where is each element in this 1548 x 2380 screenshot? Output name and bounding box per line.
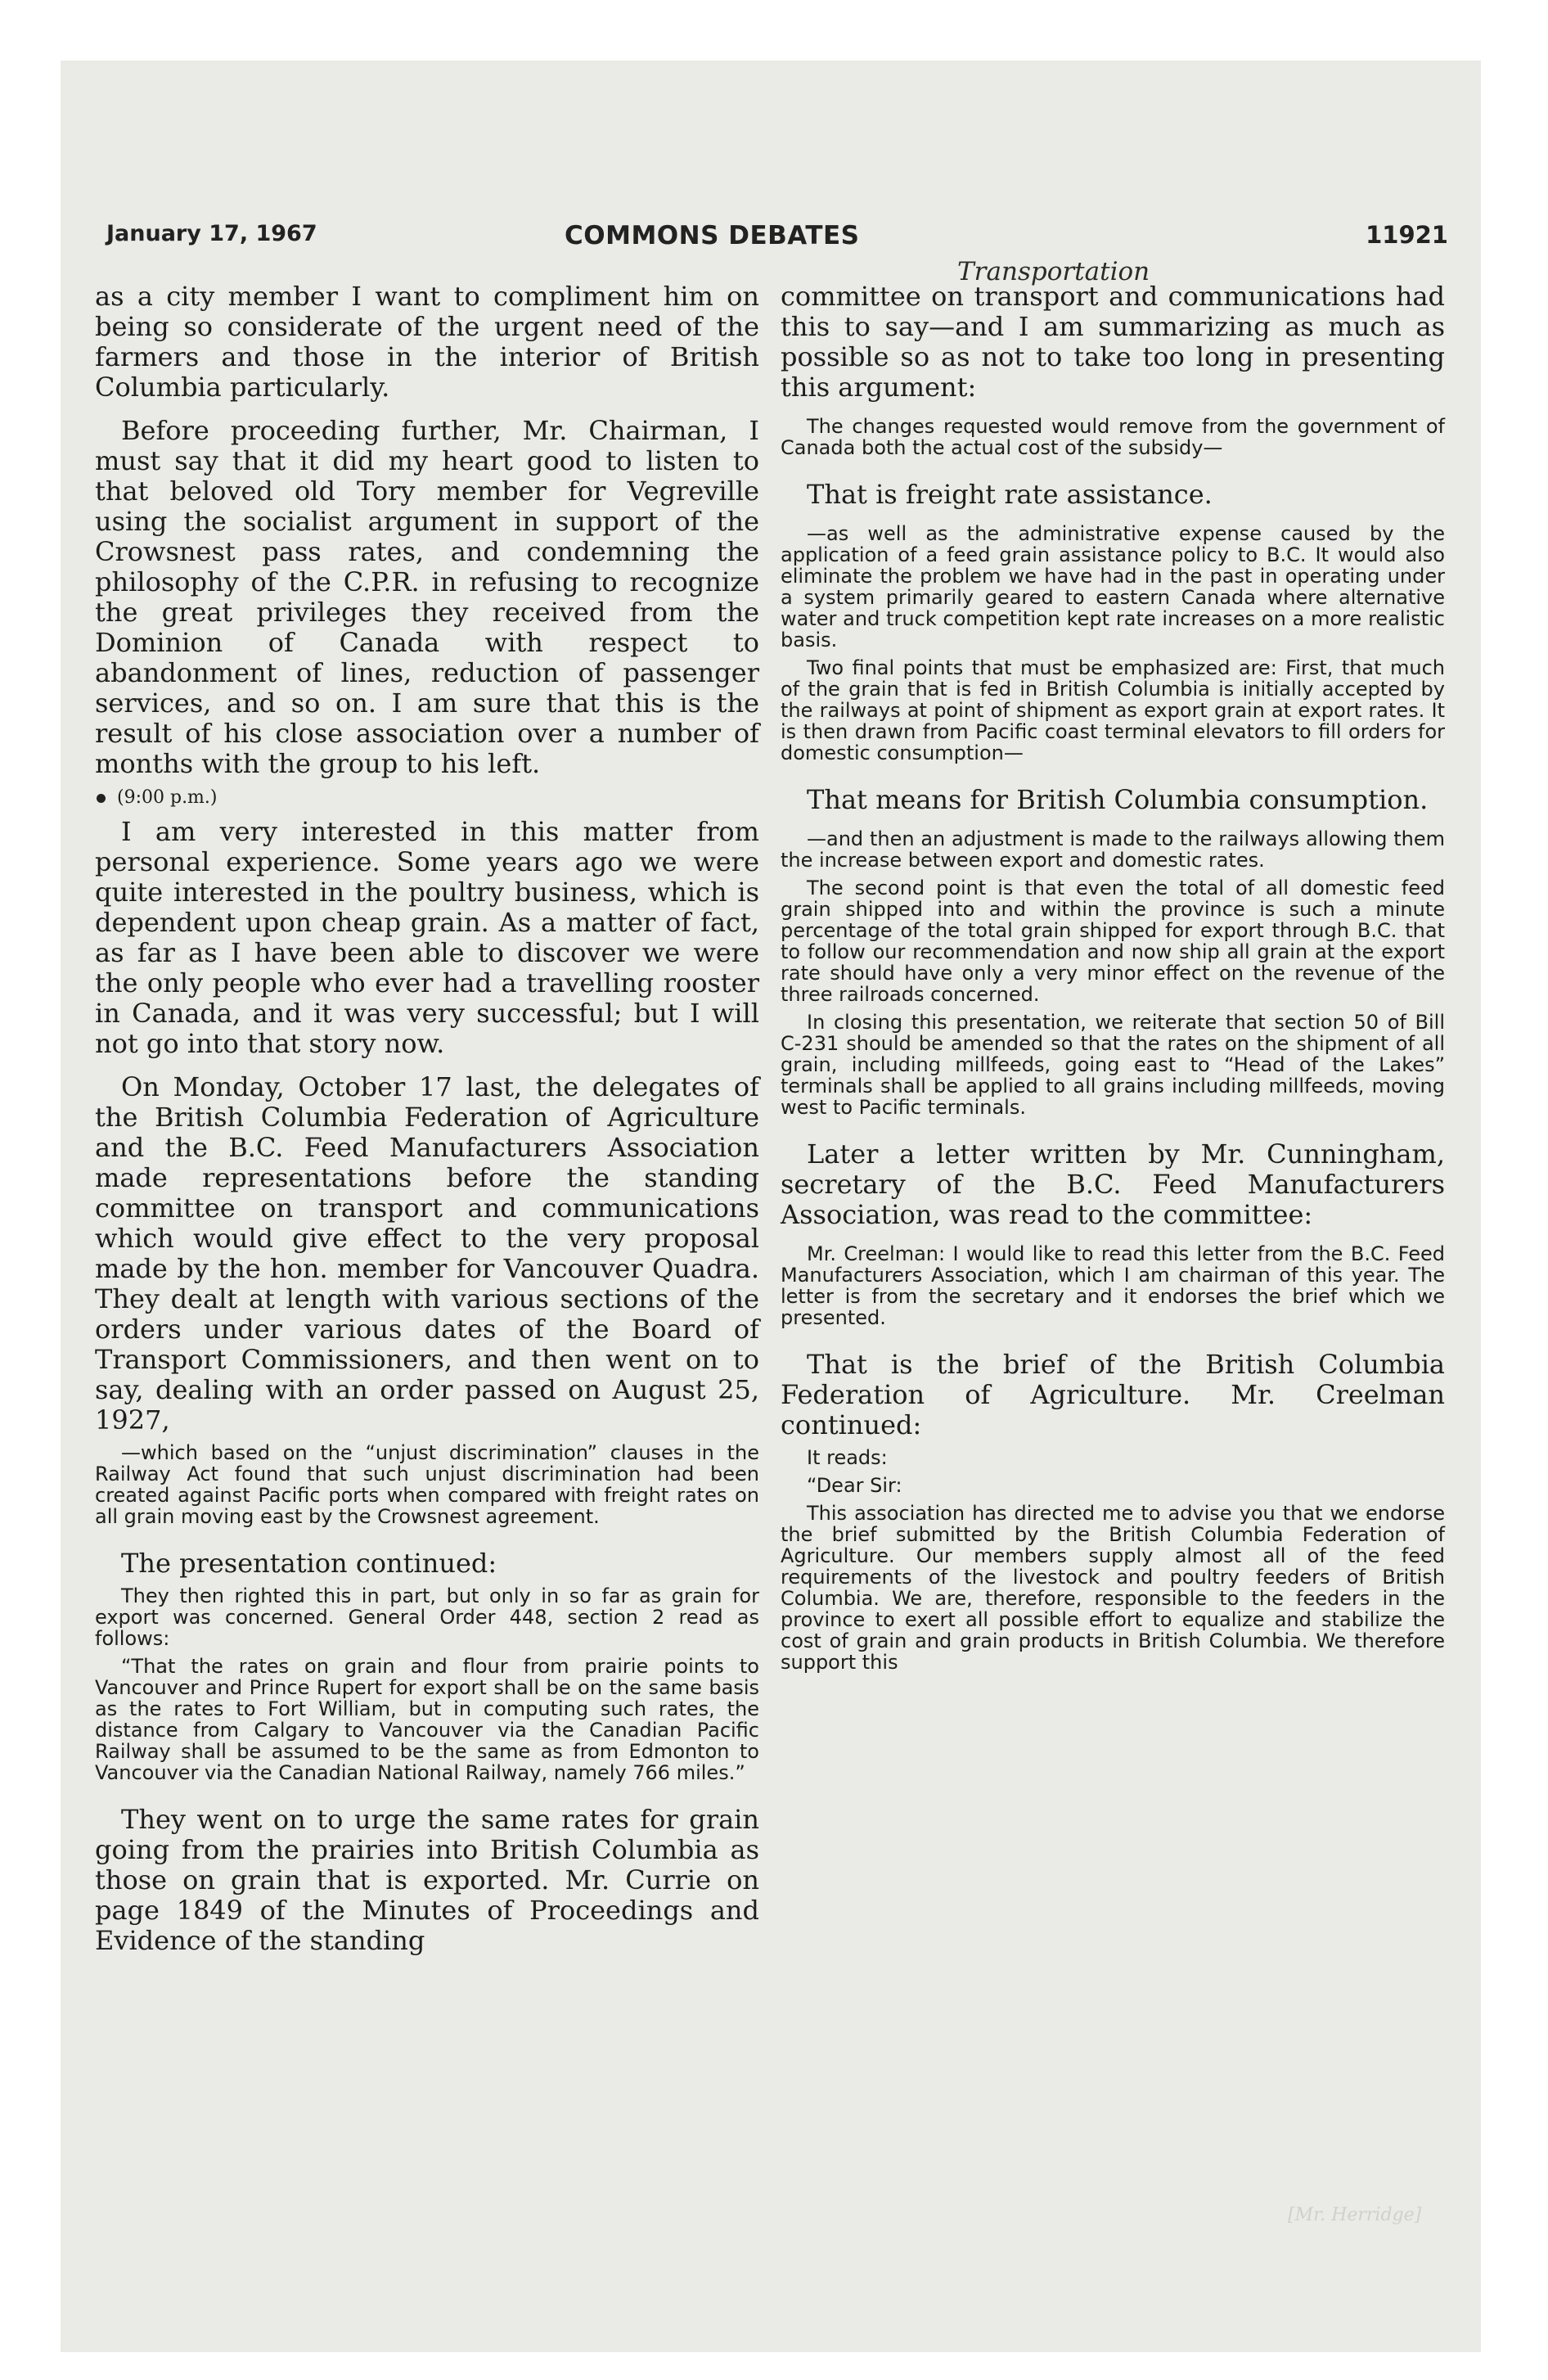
paragraph: That is the brief of the British Columbia Federation of Agriculture. Mr. Creelman continued: [781,1349,1445,1440]
page-number: 11921 [1366,221,1448,249]
publication-title: COMMONS DEBATES [565,221,860,250]
paragraph: That means for British Columbia consumption. [807,784,1429,815]
bleed-through-text: [Mr. Herridge] [1288,2205,1422,2225]
quoted-paragraph: —as well as the administrative expense caused by the application of a feed grain assistance policy to B.C. It would also eliminate the problem we have had in the past in operating under a system primarily geared to eastern Canada where alternative water and truck competition kept rate increases on a more realistic basis. [781,522,1445,651]
right-column [781,282,1445,1673]
time-marker-text: (9:00 p.m.) [117,787,218,808]
paragraph: I am very interested in this matter from personal experience. Some years ago we were quite interested in the poultry business, which is dependent upon cheap grain. As a matter of fact, as far as I have been able to discover we were the only people who ever had a travelling rooster in Canada, and it was very successful; but I will not go into that story now. [95,816,759,1059]
section-heading: Transportation [957,257,1150,286]
quoted-paragraph: “Dear Sir: [807,1474,902,1497]
quoted-paragraph: It reads: [807,1446,888,1469]
quoted-paragraph: This association has directed me to advise you that we endorse the brief submitted by the British Columbia Federation of Agriculture. Our members supply almost all of the feed requirements of the livestock and poultry feeders of British Columbia. We are, therefore, responsible to the feeders in the province to exert all possible effort to equalize and stabilize the cost of grain and grain products in British Columbia. We therefore support this [781,1502,1445,1674]
paragraph: On Monday, October 17 last, the delegates of the British Columbia Federation of Agriculture and the B.C. Feed Manufacturers Association made representations before the standing committee on transport and communications which would give effect to the very proposal made by the hon. member for Vancouver Quadra. They dealt at length with various sections of the orders under various dates of the Board of Transport Commissioners, and then went on to say, dealing with an order passed on August 25, 1927, [95,1071,759,1436]
quoted-paragraph: In closing this presentation, we reiterate that section 50 of Bill C-231 should be amended so that the rates on the shipment of all grain, including millfeeds, going east to “Head of the Lakes” terminals shall be applied to all grains including millfeeds, moving west to Pacific terminals. [781,1011,1445,1119]
paragraph: as a city member I want to compliment him on being so considerate of the urgent need of the farmers and those in the interior of British Columbia particularly. [95,281,759,403]
paragraph: That is freight rate assistance. [807,479,1213,510]
paragraph: The presentation continued: [121,1548,497,1579]
paragraph: committee on transport and communications had this to say—and I am summarizing as much as possible so as not to take too long in presenting this argument: [781,281,1445,403]
paragraph: Before proceeding further, Mr. Chairman, I must say that it did my heart good to listen to that beloved old Tory member for Vegreville using the socialist argument in support of the Crowsnest pass rates, and condemning the philosophy of the C.P.R. in refusing to recognize the great privileges they received from the Dominion of Canada with respect to abandonment of lines, reduction of passenger services, and so on. I am sure that this is the result of his close association over a number of months with the group to his left. [95,415,759,779]
running-head [106,221,1448,262]
scanned-page [61,61,1481,2352]
quoted-paragraph: The second point is that even the total of all domestic feed grain shipped into and within the province is such a minute percentage of the total grain shipped for export through B.C. that to follow our recommendation and now ship all grain at the export rate should have only a very minor effect on the revenue of the three railroads concerned. [781,877,1445,1006]
quoted-paragraph: The changes requested would remove from the government of Canada both the actual cost of the subsidy— [781,415,1445,459]
time-marker [95,786,759,810]
quoted-paragraph: Two final points that must be emphasized are: First, that much of the grain that is fed in British Columbia is initially accepted by the railways at point of shipment as export grain at export rates. It is then drawn from Pacific coast terminal elevators to fill orders for domestic consumption— [781,656,1445,764]
quoted-paragraph: They then righted this in part, but only in so far as grain for export was concerned. General Order 448, section 2 read as follows: [95,1584,759,1650]
bullet-icon [97,794,106,803]
quoted-paragraph: —and then an adjustment is made to the railways allowing them the increase between export and domestic rates. [781,827,1445,872]
quoted-paragraph: “That the rates on grain and flour from prairie points to Vancouver and Prince Rupert for export shall be on the same basis as the rates to Fort William, but in computing such rates, the distance from Calgary to Vancouver via the Canadian Pacific Railway shall be assumed to be the same as from Edmonton to Vancouver via the Canadian National Railway, namely 766 miles.” [95,1655,759,1784]
issue-date: January 17, 1967 [106,221,317,246]
left-column [95,282,759,1956]
paragraph: Later a letter written by Mr. Cunningham, secretary of the B.C. Feed Manufacturers Association, was read to the committee: [781,1138,1445,1230]
paragraph: They went on to urge the same rates for grain going from the prairies into British Columbia as those on grain that is exported. Mr. Currie on page 1849 of the Minutes of Proceedings and Evidence of the standing [95,1804,759,1956]
quoted-paragraph: Mr. Creelman: I would like to read this letter from the B.C. Feed Manufacturers Association, which I am chairman of this year. The letter is from the secretary and it endorses the brief which we presented. [781,1242,1445,1329]
quoted-paragraph: —which based on the “unjust discrimination” clauses in the Railway Act found that such unjust discrimination had been created against Pacific ports when compared with freight rates on all grain moving east by the Crowsnest agreement. [95,1441,759,1528]
